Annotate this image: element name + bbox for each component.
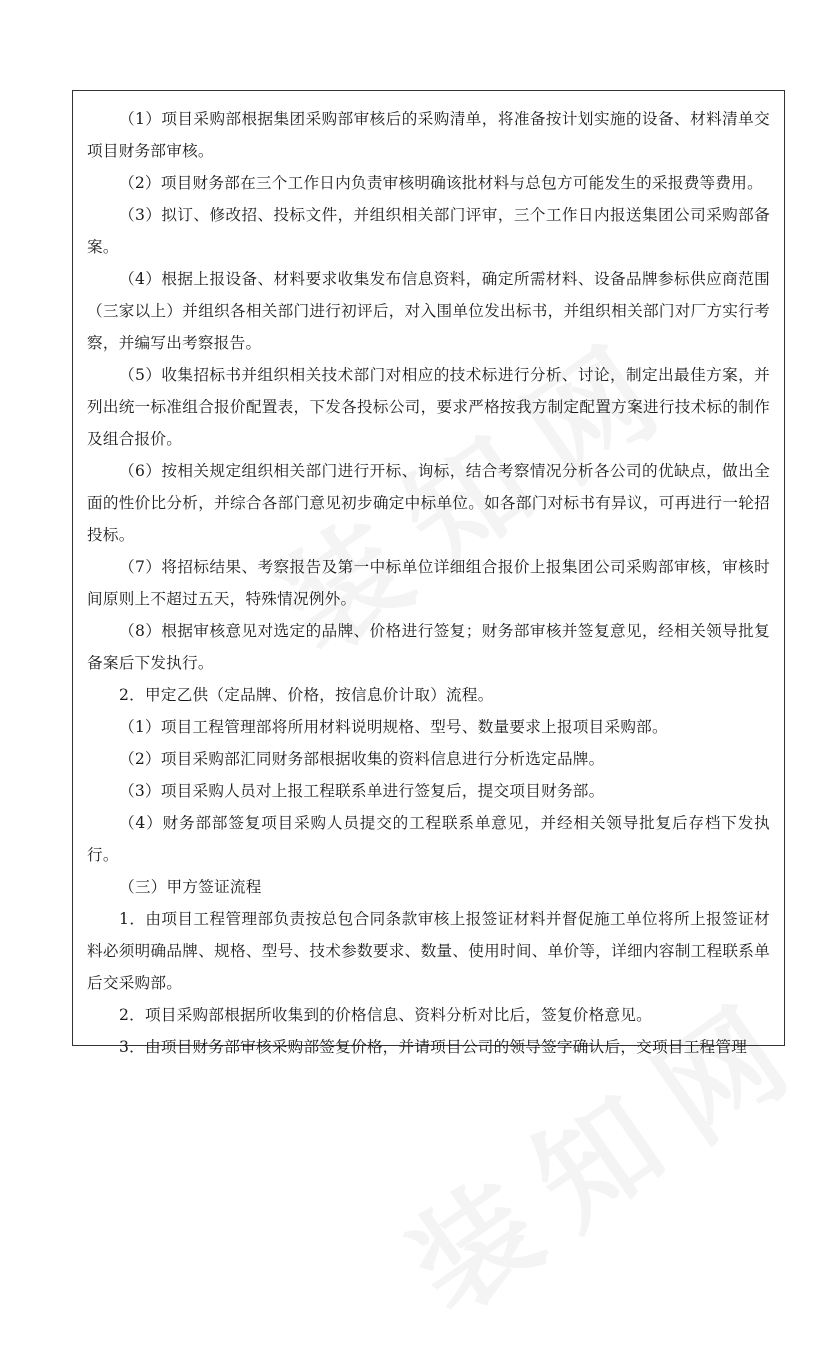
paragraph-4: （4）根据上报设备、材料要求收集发布信息资料，确定所需材料、设备品牌参标供应商范围（三家以上）并组织各相关部门进行初评后，对入围单位发出标书，并组织相关部门对厂方实行考察，并编写出考察报告。 [87, 270, 770, 352]
paragraph-7: （7）将招标结果、考察报告及第一中标单位详细组合报价上报集团公司采购部审核，审核时间原则上不超过五天，特殊情况例外。 [87, 558, 770, 608]
paragraph-15: 3．由项目财务部审核采购部签复价格，并请项目公司的领导签字确认后，交项目工程管理 [119, 1038, 748, 1056]
section-heading-visa-process: （三）甲方签证流程 [119, 878, 262, 896]
paragraph-11: （3）项目采购人员对上报工程联系单进行签复后，提交项目财务部。 [119, 782, 605, 800]
paragraph-3: （3）拟订、修改招、投标文件，并组织相关部门评审，三个工作日内报送集团公司采购部备案。 [87, 206, 770, 256]
paragraph-9: （1）项目工程管理部将所用材料说明规格、型号、数量要求上报项目采购部。 [119, 718, 668, 736]
document-table-cell [72, 90, 785, 1056]
paragraph-1: （1）项目采购部根据集团采购部审核后的采购清单，将准备按计划实施的设备、材料清单交项目财务部审核。 [87, 110, 770, 160]
paragraph-8: （8）根据审核意见对选定的品牌、价格进行签复；财务部审核并签复意见，经相关领导批复备案后下发执行。 [87, 622, 770, 672]
section-heading-jiading-yigong: 2．甲定乙供（定品牌、价格，按信息价计取）流程。 [119, 686, 494, 704]
paragraph-10: （2）项目采购部汇同财务部根据收集的资料信息进行分析选定品牌。 [119, 750, 605, 768]
paragraph-13: 1．由项目工程管理部负责按总包合同条款审核上报签证材料并督促施工单位将所上报签证材料必须明确品牌、规格、型号、技术参数要求、数量、使用时间、单价等，详细内容制工程联系单后交采购部。 [87, 910, 770, 992]
document-body [87, 103, 770, 1063]
paragraph-14: 2．项目采购部根据所收集到的价格信息、资料分析对比后，签复价格意见。 [119, 1006, 653, 1024]
paragraph-6: （6）按相关规定组织相关部门进行开标、询标，结合考察情况分析各公司的优缺点，做出全面的性价比分析，并综合各部门意见初步确定中标单位。如各部门对标书有异议，可再进行一轮招投标。 [87, 462, 770, 544]
paragraph-5: （5）收集招标书并组织相关技术部门对相应的技术标进行分析、讨论，制定出最佳方案，并列出统一标准组合报价配置表，下发各投标公司，要求严格按我方制定配置方案进行技术标的制作及组合报价。 [87, 366, 770, 448]
paragraph-12: （4）财务部部签复项目采购人员提交的工程联系单意见，并经相关领导批复后存档下发执行。 [87, 814, 770, 864]
paragraph-2: （2）项目财务部在三个工作日内负责审核明确该批材料与总包方可能发生的采报费等费用。 [119, 174, 763, 192]
